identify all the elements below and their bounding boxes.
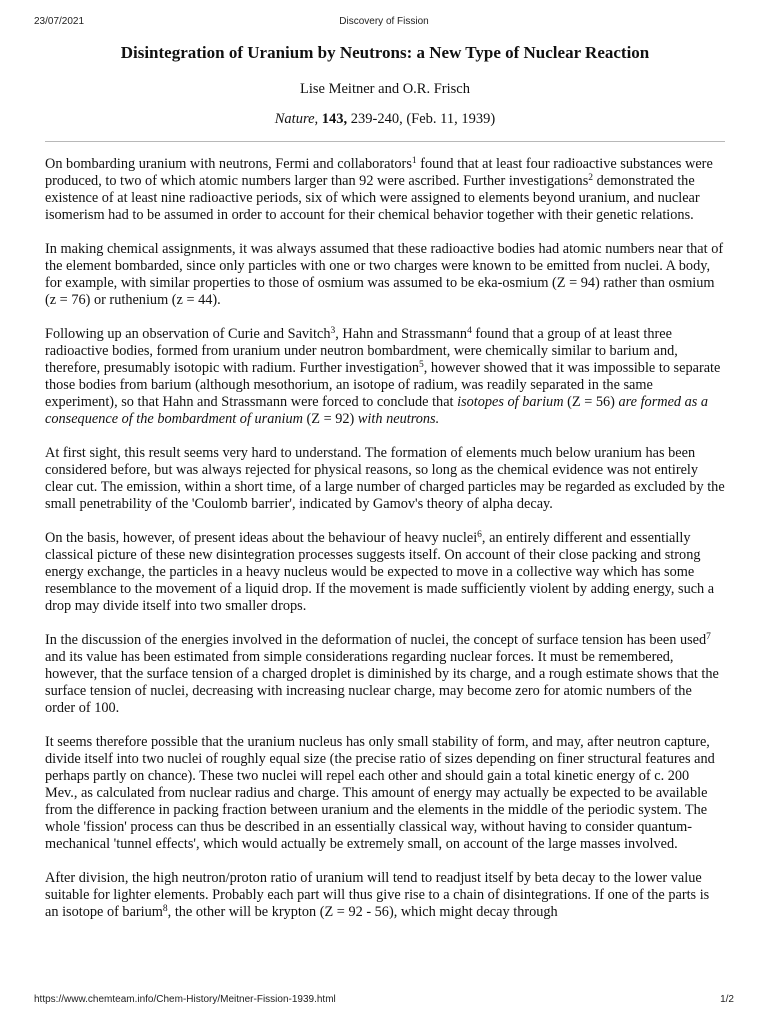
paragraph-5 <box>45 530 725 615</box>
footnote-ref-7: 7 <box>706 632 711 642</box>
text-run: , Hahn and Strassmann <box>335 326 468 342</box>
paragraph-2: In making chemical assignments, it was always assumed that these radioactive bodies had atomic numbers near that of the element bombarded, since only particles with one or two charges were known to be emitted from nuclei. A body, for example, with similar properties to those of osmium was assumed to be eka-osmium (Z = 94) rather than osmium (z = 76) or ruthenium (z = 44). <box>45 241 724 308</box>
paragraph-3 <box>45 326 725 428</box>
article <box>45 40 725 938</box>
paragraph-6 <box>45 632 725 717</box>
article-body <box>45 156 725 921</box>
source-url-link[interactable]: https://www.chemteam.info/Chem-History/Meitner-Fission-1939.html <box>34 994 336 1005</box>
text-run: , an entirely different and essentially classical picture of these new disintegration processes suggests itself. On account of their close packing and strong energy exchange, the particles in a heavy nucleus would be expected to move in a collective way which has some resemblance to the movement of a liquid drop. If the movement is made sufficiently violent by adding energy, such a drop may divide itself into two smaller drops. <box>45 530 715 614</box>
citation-journal: Nature, <box>274 111 319 127</box>
italic-run: are formed as a consequence of the bombardment of uranium <box>45 394 709 427</box>
text-run: found that at least four radioactive substances were produced, to two of which atomic numbers larger than 92 were ascribed. Further investigations <box>45 156 713 189</box>
text-run: After division, the high neutron/proton ratio of uranium will tend to readjust itself by beta decay to the lower value suitable for lighter elements. Probably each part will thus give rise to a chain of disintegrations. If one of the parts is an isotope of barium <box>45 870 710 920</box>
text-run: In the discussion of the energies involved in the deformation of nuclei, the concept of surface tension has been used <box>45 632 707 648</box>
italic-run: with neutrons. <box>357 411 440 427</box>
text-run: , however showed that it was impossible to separate those bodies from barium (although mesothorium, an isotope of radium, was readily separated in the same experiment), so that Hahn and Strassmann were forced to conclude that <box>45 360 721 410</box>
footnote-ref-5: 5 <box>419 360 424 370</box>
footnote-ref-4: 4 <box>467 326 472 336</box>
text-run: , the other will be krypton (Z = 92 - 56), which might decay through <box>167 904 558 920</box>
paragraph-4: At first sight, this result seems very hard to understand. The formation of elements much below uranium has been considered before, but was always rejected for physical reasons, so long as the chemical evidence was not entirely clear cut. The emission, within a short time, of a large number of charged particles may be regarded as excluded by the small penetrability of the 'Coulomb barrier', indicated by Gamov's theory of alpha decay. <box>45 445 725 512</box>
footnote-ref-6: 6 <box>477 530 482 540</box>
print-footer <box>34 994 734 1008</box>
article-citation <box>45 110 725 128</box>
paragraph-7: It seems therefore possible that the uranium nucleus has only small stability of form, and may, after neutron capture, divide itself into two nuclei of roughly equal size (the precise ratio of sizes depending on finer structural features and perhaps partly on chance). These two nuclei will repel each other and should gain a total kinetic energy of c. 200 Mev., as calculated from nuclear radius and charge. This amount of energy may actually be expected to be available from the difference in packing fraction between uranium and the elements in the middle of the periodic system. The whole 'fission' process can thus be described in an essentially classical way, without having to consider quantum-mechanical 'tunnel effects', which would actually be extremely small, on account of the large masses involved. <box>45 734 715 852</box>
text-run: found that a group of at least three radioactive bodies, formed from uranium under neutron bombardment, were chemically similar to barium and, therefore, presumably isotopic with radium. Further investigation <box>45 326 678 376</box>
article-authors: Lise Meitner and O.R. Frisch <box>300 81 470 97</box>
text-run: Following up an observation of Curie and Savitch <box>45 326 331 342</box>
footnote-ref-8: 8 <box>162 904 168 914</box>
footnote-ref-3: 3 <box>330 326 336 336</box>
text-run: On bombarding uranium with neutrons, Fermi and collaborators <box>45 156 412 172</box>
citation-pages-date: 239-240, (Feb. 11, 1939) <box>350 111 496 127</box>
article-title: Disintegration of Uranium by Neutrons: a New Type of Nuclear Reaction <box>120 43 650 62</box>
text-run: (Z = 56) <box>563 394 619 410</box>
paragraph-1 <box>45 156 725 224</box>
italic-run: isotopes of barium <box>457 394 564 410</box>
citation-volume: 143, <box>321 111 348 127</box>
divider <box>45 141 725 142</box>
text-run: and its value has been estimated from simple considerations regarding nuclear forces. It must be remembered, however, that the surface tension of a charged droplet is diminished by its charge, and a rough estimate shows that the surface tension of nuclei, decreasing with increasing nuclear charge, may become zero for atomic numbers of the order of 100. <box>45 649 719 716</box>
text-run: demonstrated the existence of at least nine radioactive periods, six of which were assigned to elements beyond uranium, and nuclear isomerism had to be assumed in order to account for their chemical behavior together with their genetic relations. <box>45 173 700 223</box>
print-date: 23/07/2021 <box>34 16 85 27</box>
print-header <box>34 16 734 30</box>
footnote-ref-1: 1 <box>411 156 417 166</box>
text-run: (Z = 92) <box>302 411 358 427</box>
footnote-ref-2: 2 <box>588 173 594 183</box>
page-number: 1/2 <box>720 994 734 1005</box>
print-page-title: Discovery of Fission <box>339 16 429 27</box>
text-run: On the basis, however, of present ideas about the behaviour of heavy nuclei <box>45 530 478 546</box>
paragraph-8 <box>45 870 725 921</box>
